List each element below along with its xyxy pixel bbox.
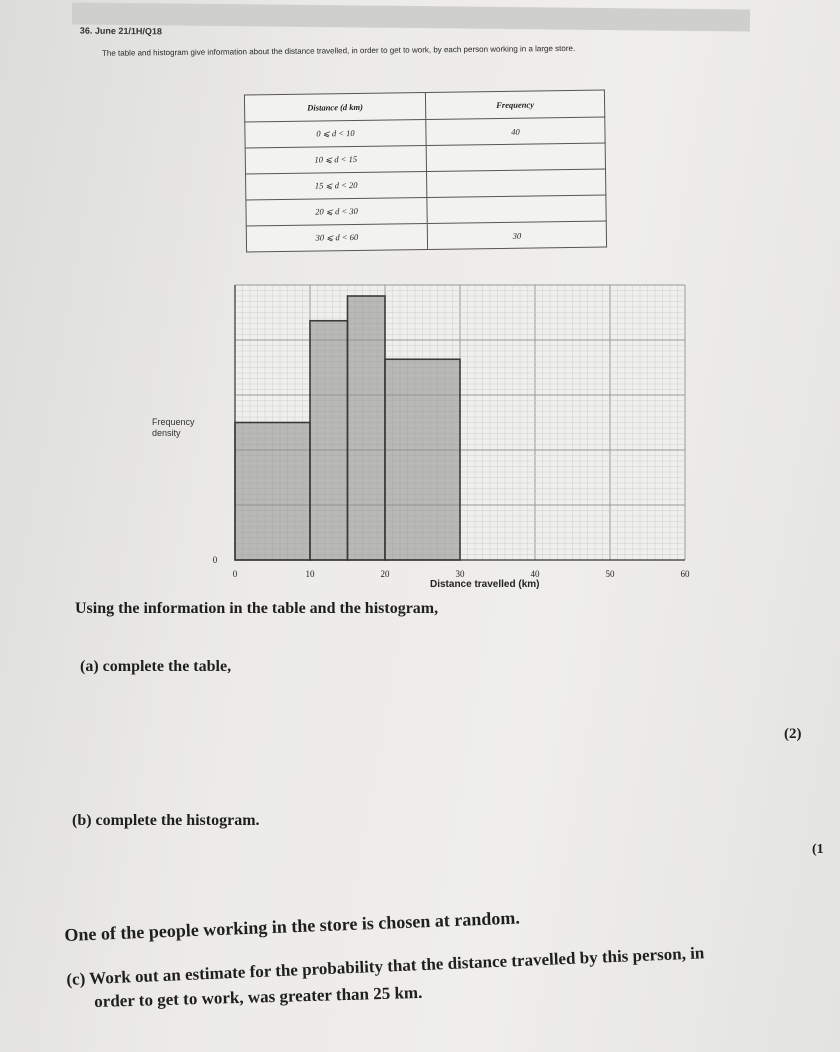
table-header-distance: Distance (d km) (244, 92, 425, 122)
histogram-bar-3 (348, 296, 386, 560)
x-tick-label: 0 (232, 569, 238, 579)
part-a-text: (a) complete the table, (80, 658, 232, 675)
y-axis-label-line: density (152, 428, 181, 438)
table-cell-frequency[interactable] (426, 143, 605, 171)
x-axis-label: Distance travelled (km) (430, 579, 540, 590)
table-row (246, 221, 606, 252)
histogram-bar-2 (310, 321, 348, 560)
table-cell-frequency[interactable] (427, 195, 606, 223)
histogram-bar-1 (235, 423, 310, 561)
table-cell-frequency[interactable]: 40 (426, 117, 605, 145)
y-axis-label-line: Frequency (152, 417, 195, 427)
part-b-text: (b) complete the histogram. (72, 812, 260, 829)
intro-text: The table and histogram give information about the distance travelled, in order to get to work, by each person working in a large store. (101, 43, 576, 58)
table-cell-frequency[interactable] (427, 169, 606, 197)
table-cell-distance: 20 ⩽ d < 30 (246, 197, 427, 226)
table-cell-distance: 15 ⩽ d < 20 (246, 171, 427, 200)
part-b-marks: (1 (812, 842, 824, 857)
table-header-frequency: Frequency (425, 90, 604, 119)
x-tick-label: 10 (305, 569, 315, 579)
x-tick-label: 60 (680, 569, 690, 579)
histogram-chart (140, 275, 720, 615)
part-a-marks: (2) (784, 726, 802, 742)
y-tick-label: 0 (212, 555, 218, 565)
table-cell-frequency[interactable]: 30 (427, 221, 606, 249)
table-cell-distance: 10 ⩽ d < 15 (245, 145, 426, 174)
part-c-line2: order to get to work, was greater than 25 km. (94, 982, 423, 1011)
prompt-text: Using the information in the table and the histogram, (75, 600, 439, 617)
table-cell-distance: 30 ⩽ d < 60 (246, 223, 427, 252)
frequency-table (244, 89, 607, 252)
y-axis-label (152, 417, 195, 438)
question-header: 36. June 21/1H/Q18 (79, 25, 162, 37)
context-text: One of the people working in the store is chosen at random. (64, 907, 521, 945)
histogram-bar-4 (385, 359, 460, 560)
part-c-line1: (c) Work out an estimate for the probability that the distance travelled by this person, in (66, 943, 705, 989)
table-cell-distance: 0 ⩽ d < 10 (245, 119, 426, 148)
x-tick-label: 40 (530, 569, 540, 579)
x-tick-label: 50 (605, 569, 615, 579)
x-tick-label: 30 (455, 569, 465, 579)
x-tick-label: 20 (380, 569, 390, 579)
